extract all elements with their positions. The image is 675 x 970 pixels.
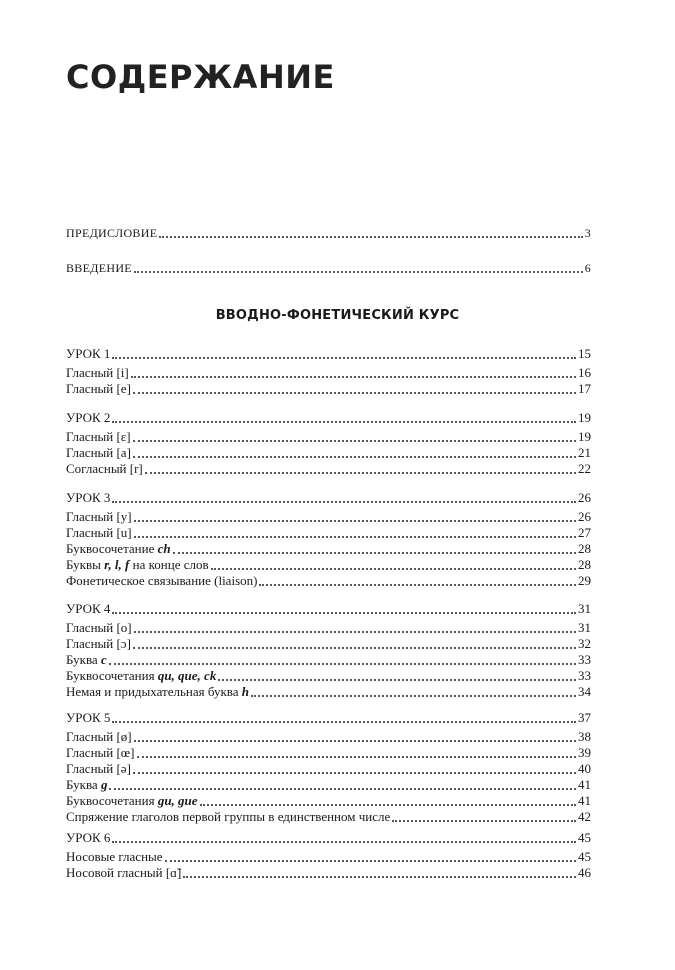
toc-page-number: 31 — [578, 620, 591, 635]
page-title: СОДЕРЖАНИЕ — [66, 58, 335, 96]
toc-page-number: 41 — [578, 793, 591, 808]
toc-lesson-5[interactable] — [66, 710, 591, 726]
toc-subentry[interactable] — [66, 745, 591, 761]
toc-entry-title: Гласный [ə] — [66, 761, 131, 776]
toc-page-number: 16 — [578, 365, 591, 380]
toc-entry-title: Буквосочетание ch — [66, 541, 171, 556]
dot-leader — [173, 552, 576, 554]
toc-page-number: 28 — [578, 541, 591, 556]
toc-lesson-3[interactable] — [66, 490, 591, 506]
toc-entry-title: Спряжение глаголов первой группы в единственном числе — [66, 809, 391, 824]
toc-subentry[interactable] — [66, 636, 591, 652]
dot-leader — [133, 772, 576, 774]
dot-leader — [112, 841, 576, 843]
toc-entry-preface[interactable] — [66, 225, 591, 241]
toc-subentry[interactable] — [66, 777, 591, 793]
toc-lesson-4[interactable] — [66, 601, 591, 617]
toc-subentry[interactable] — [66, 541, 591, 557]
emphasized-letters: h — [241, 684, 250, 699]
toc-subentry[interactable] — [66, 652, 591, 668]
dot-leader — [218, 679, 576, 681]
toc-page-number: 3 — [584, 226, 591, 240]
toc-entry-title: УРОК 3 — [66, 490, 111, 505]
toc-entry-title: Гласный [a] — [66, 445, 131, 460]
dot-leader — [133, 647, 576, 649]
toc-lesson-1[interactable] — [66, 346, 591, 362]
toc-page-number: 21 — [578, 445, 591, 460]
dot-leader — [109, 788, 576, 790]
toc-subentry[interactable] — [66, 865, 591, 881]
toc-subentry[interactable] — [66, 557, 591, 573]
toc-entry-title: УРОК 5 — [66, 710, 111, 725]
toc-entry-title: Носовой гласный [ɑ̃] — [66, 865, 182, 880]
toc-page-number: 19 — [578, 429, 591, 444]
toc-subentry[interactable] — [66, 365, 591, 381]
emphasized-letters: g — [100, 777, 108, 792]
dot-leader — [159, 236, 582, 238]
toc-subentry[interactable] — [66, 620, 591, 636]
toc-subentry[interactable] — [66, 761, 591, 777]
toc-entry-title: ПРЕДИСЛОВИЕ — [66, 226, 158, 240]
dot-leader — [112, 357, 576, 359]
toc-page-number: 42 — [578, 809, 591, 824]
toc-entry-title: Буквы r, l, f на конце слов — [66, 557, 209, 572]
toc-page-number: 33 — [578, 652, 591, 667]
dot-leader — [137, 756, 576, 758]
dot-leader — [134, 271, 583, 273]
toc-entry-title: Гласный [ɔ] — [66, 636, 131, 651]
emphasized-letters: ch — [157, 541, 171, 556]
toc-subentry[interactable] — [66, 793, 591, 809]
toc-entry-title: Гласный [ɛ] — [66, 429, 131, 444]
toc-entry-title: Гласный [o] — [66, 620, 132, 635]
toc-entry-title: Гласный [e] — [66, 381, 131, 396]
toc-page-number: 27 — [578, 525, 591, 540]
dot-leader — [133, 456, 576, 458]
toc-subentry[interactable] — [66, 381, 591, 397]
dot-leader — [134, 536, 576, 538]
toc-entry-title: Фонетическое связывание (liaison) — [66, 573, 258, 588]
dot-leader — [134, 740, 576, 742]
toc-entry-title: Согласный [r] — [66, 461, 143, 476]
emphasized-letters: qu, que, ck — [157, 668, 217, 683]
toc-page-number: 46 — [578, 865, 591, 880]
toc-entry-title: УРОК 2 — [66, 410, 111, 425]
toc-page-number: 29 — [578, 573, 591, 588]
toc-subentry[interactable] — [66, 684, 591, 700]
dot-leader — [109, 663, 576, 665]
toc-page-number: 37 — [578, 710, 591, 725]
dot-leader — [211, 568, 576, 570]
toc-subentry[interactable] — [66, 729, 591, 745]
toc-page-number: 34 — [578, 684, 591, 699]
toc-subentry[interactable] — [66, 461, 591, 477]
emphasized-letters: r, l, f — [104, 557, 130, 572]
toc-page-number: 26 — [578, 490, 591, 505]
dot-leader — [112, 612, 576, 614]
toc-entry-title: Буква g — [66, 777, 108, 792]
toc-entry-title: Гласный [œ] — [66, 745, 135, 760]
toc-entry-title: Немая и придыхательная буква h — [66, 684, 250, 699]
dot-leader — [112, 501, 576, 503]
emphasized-letters: gu, gue — [157, 793, 198, 808]
emphasized-letters: c — [100, 652, 107, 667]
dot-leader — [134, 631, 576, 633]
toc-entry-title: УРОК 6 — [66, 830, 111, 845]
toc-entry-title: УРОК 4 — [66, 601, 111, 616]
toc-subentry[interactable] — [66, 849, 591, 865]
toc-subentry[interactable] — [66, 573, 591, 589]
dot-leader — [131, 376, 576, 378]
dot-leader — [392, 820, 576, 822]
toc-entry-title: УРОК 1 — [66, 346, 111, 361]
toc-page-number: 15 — [578, 346, 591, 361]
toc-entry-title: Гласный [u] — [66, 525, 132, 540]
dot-leader — [145, 472, 576, 474]
dot-leader — [183, 876, 576, 878]
dot-leader — [133, 440, 576, 442]
dot-leader — [112, 721, 576, 723]
toc-subentry[interactable] — [66, 809, 591, 825]
toc-subentry[interactable] — [66, 509, 591, 525]
toc-entry-title: Гласный [i] — [66, 365, 129, 380]
dot-leader — [259, 584, 576, 586]
toc-page-number: 19 — [578, 410, 591, 425]
toc-lesson-2[interactable] — [66, 410, 591, 426]
toc-lesson-6[interactable] — [66, 830, 591, 846]
toc-page-number: 31 — [578, 601, 591, 616]
toc-page-number: 33 — [578, 668, 591, 683]
dot-leader — [112, 421, 576, 423]
toc-entry-title: Гласный [y] — [66, 509, 132, 524]
toc-entry-title: Гласный [ø] — [66, 729, 132, 744]
dot-leader — [165, 860, 576, 862]
toc-page-number: 45 — [578, 849, 591, 864]
toc-entry-introduction[interactable] — [66, 260, 591, 276]
section-heading: ВВОДНО-ФОНЕТИЧЕСКИЙ КУРС — [215, 308, 460, 323]
toc-page-number: 39 — [578, 745, 591, 760]
toc-subentry[interactable] — [66, 429, 591, 445]
toc-page-number: 17 — [578, 381, 591, 396]
toc-page-number: 22 — [578, 461, 591, 476]
toc-subentry[interactable] — [66, 445, 591, 461]
toc-subentry[interactable] — [66, 668, 591, 684]
toc-entry-title: Буквосочетания qu, que, ck — [66, 668, 217, 683]
toc-entry-title: Буква c — [66, 652, 107, 667]
toc-page-number: 26 — [578, 509, 591, 524]
toc-page-number: 38 — [578, 729, 591, 744]
dot-leader — [200, 804, 576, 806]
toc-entry-title: Носовые гласные — [66, 849, 163, 864]
dot-leader — [251, 695, 576, 697]
dot-leader — [134, 520, 576, 522]
toc-page-number: 41 — [578, 777, 591, 792]
dot-leader — [133, 392, 576, 394]
toc-page-number: 6 — [584, 261, 591, 275]
toc-subentry[interactable] — [66, 525, 591, 541]
toc-entry-title: ВВЕДЕНИЕ — [66, 261, 132, 275]
toc-page-number: 45 — [578, 830, 591, 845]
toc-page-number: 28 — [578, 557, 591, 572]
toc-page-number: 32 — [578, 636, 591, 651]
toc-page-number: 40 — [578, 761, 591, 776]
toc-entry-title: Буквосочетания gu, gue — [66, 793, 198, 808]
